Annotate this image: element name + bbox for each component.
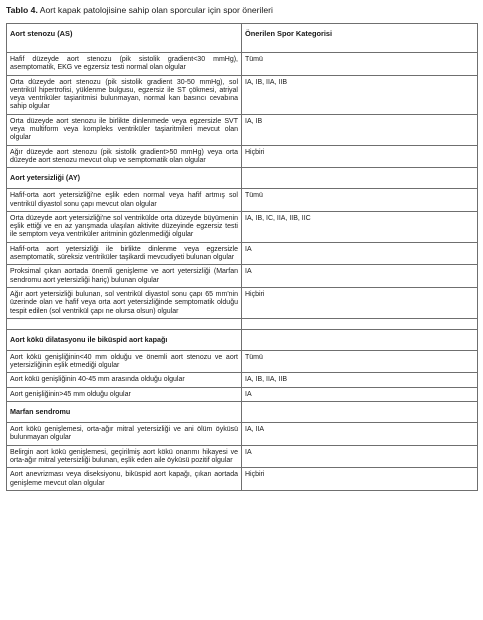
spacer-cell (242, 318, 478, 329)
table-row (7, 75, 478, 114)
condition-cell: Belirgin aort kökü genişlemesi, geçirilmiş aort kökü onarımı hikayesi ve orta-ağır mitral yetersizliği bulunan, eşlik eden aile öyküsü pozitif olgular (7, 445, 242, 468)
condition-cell: Hafif-orta aort yetersizliği'ne eşlik eden normal veya hafif artmış sol ventrikül diyastol sonu çapı mevcut olan olgular (7, 189, 242, 212)
section-title: Aort kökü dilatasyonu ile biküspid aort kapağı (7, 329, 242, 350)
condition-cell: Orta düzeyde aort stenozu ile birlikte dinlenmede veya egzersizle SVT veya multiform veya kompleks ventriküler taşiaritmileri mevcut olan olgular (7, 114, 242, 145)
table-row (7, 211, 478, 242)
table-row (7, 53, 478, 76)
caption-label: Tablo 4. (6, 5, 38, 15)
category-cell: IA, IB, IIA, IIB (242, 75, 478, 114)
table-row (7, 387, 478, 401)
condition-cell: Proksimal çıkan aortada önemli genişleme ve aort yetersizliği (Marfan sendromu aort yetersizliği hariç) bulunan olgular (7, 265, 242, 288)
header-condition: Aort stenozu (AS) (7, 24, 242, 53)
table-row (7, 189, 478, 212)
condition-cell: Aort kökü genişliğinin 40-45 mm arasında olduğu olgular (7, 373, 242, 387)
category-cell: IA, IB, IIA, IIB (242, 373, 478, 387)
header-category: Önerilen Spor Kategorisi (242, 24, 478, 53)
category-cell: IA (242, 242, 478, 265)
spacer-row (7, 318, 478, 329)
category-cell: Tümü (242, 350, 478, 373)
category-cell: IA, IB (242, 114, 478, 145)
condition-cell: Ağır düzeyde aort stenozu (pik sistolik gradient>50 mmHg) veya orta düzeyde aort stenozu mevcut olup ve semptomatik olan olgular (7, 145, 242, 168)
condition-cell: Aort kökü genişlemesi, orta-ağır mitral yetersizliği ve ani ölüm öyküsü bulunmayan olgular (7, 423, 242, 446)
section-row (7, 168, 478, 189)
condition-cell: Hafif düzeyde aort stenozu (pik sistolik gradient<30 mmHg), asemptomatik, EKG ve egzersiz testi normal olan olgular (7, 53, 242, 76)
category-cell: IA, IB, IC, IIA, IIB, IIC (242, 211, 478, 242)
table-row (7, 145, 478, 168)
condition-cell: Aort kökü genişliğinin<40 mm olduğu ve önemli aort stenozu ve aort yetersizliğinin eşlik etmediği olgular (7, 350, 242, 373)
category-cell: Hiçbiri (242, 468, 478, 491)
table-row (7, 423, 478, 446)
condition-cell: Aort genişliğinin>45 mm olduğu olgular (7, 387, 242, 401)
category-cell: Tümü (242, 53, 478, 76)
section-row (7, 402, 478, 423)
category-cell: Hiçbiri (242, 145, 478, 168)
condition-cell: Orta düzeyde aort stenozu (pik sistolik gradient 30-50 mmHg), sol ventrikül hipertrofisi, yüklenme bulgusu, egzersiz ile ST çökmesi, atriyal veya ventriküler taşiaritmisi bulunmayan, normal kan basıncı cevabına sahip olgular (7, 75, 242, 114)
header-row (7, 24, 478, 53)
category-cell: Tümü (242, 189, 478, 212)
table-row (7, 350, 478, 373)
section-row (7, 329, 478, 350)
section-title: Aort yetersizliği (AY) (7, 168, 242, 189)
section-empty-cell (242, 402, 478, 423)
section-empty-cell (242, 329, 478, 350)
table-row (7, 242, 478, 265)
category-cell: IA (242, 445, 478, 468)
table-row (7, 468, 478, 491)
condition-cell: Orta düzeyde aort yetersizliği'ne sol ventrikülde orta düzeyde büyümenin eşlik ettiği ve en az yarışmada ulaşılan aktivite düzeyinde egzersiz testi ile semptom veya ventriküler aritminin gözlenmediği olgular (7, 211, 242, 242)
section-empty-cell (242, 168, 478, 189)
table-row (7, 265, 478, 288)
table-caption (6, 5, 273, 15)
condition-cell: Aort anevrizması veya diseksiyonu, biküspid aort kapağı, çıkan aortada genişleme mevcut olan olgular (7, 468, 242, 491)
category-cell: Hiçbiri (242, 287, 478, 318)
category-cell: IA (242, 265, 478, 288)
category-cell: IA, IIA (242, 423, 478, 446)
category-cell: IA (242, 387, 478, 401)
table-row (7, 114, 478, 145)
condition-cell: Ağır aort yetersizliği bulunan, sol ventrikül diyastol sonu çapı 65 mm'nin üzerinde olan ve hafif veya orta aort yetersizliğinde semptomatik olduğu tespit edilen (sol ventrikül çapı ne olursa olsun) olgular (7, 287, 242, 318)
spacer-cell (7, 318, 242, 329)
caption-text: Aort kapak patolojisine sahip olan sporcular için spor önerileri (37, 5, 273, 15)
table-row (7, 445, 478, 468)
sports-recommendation-table (6, 23, 478, 491)
section-title: Marfan sendromu (7, 402, 242, 423)
table-row (7, 287, 478, 318)
condition-cell: Hafif-orta aort yetersizliği ile birlikte dinlenme veya egzersizle asemptomatik, süreksiz ventriküler taşikardi mevcudiyeti bulunan olgular (7, 242, 242, 265)
table-row (7, 373, 478, 387)
